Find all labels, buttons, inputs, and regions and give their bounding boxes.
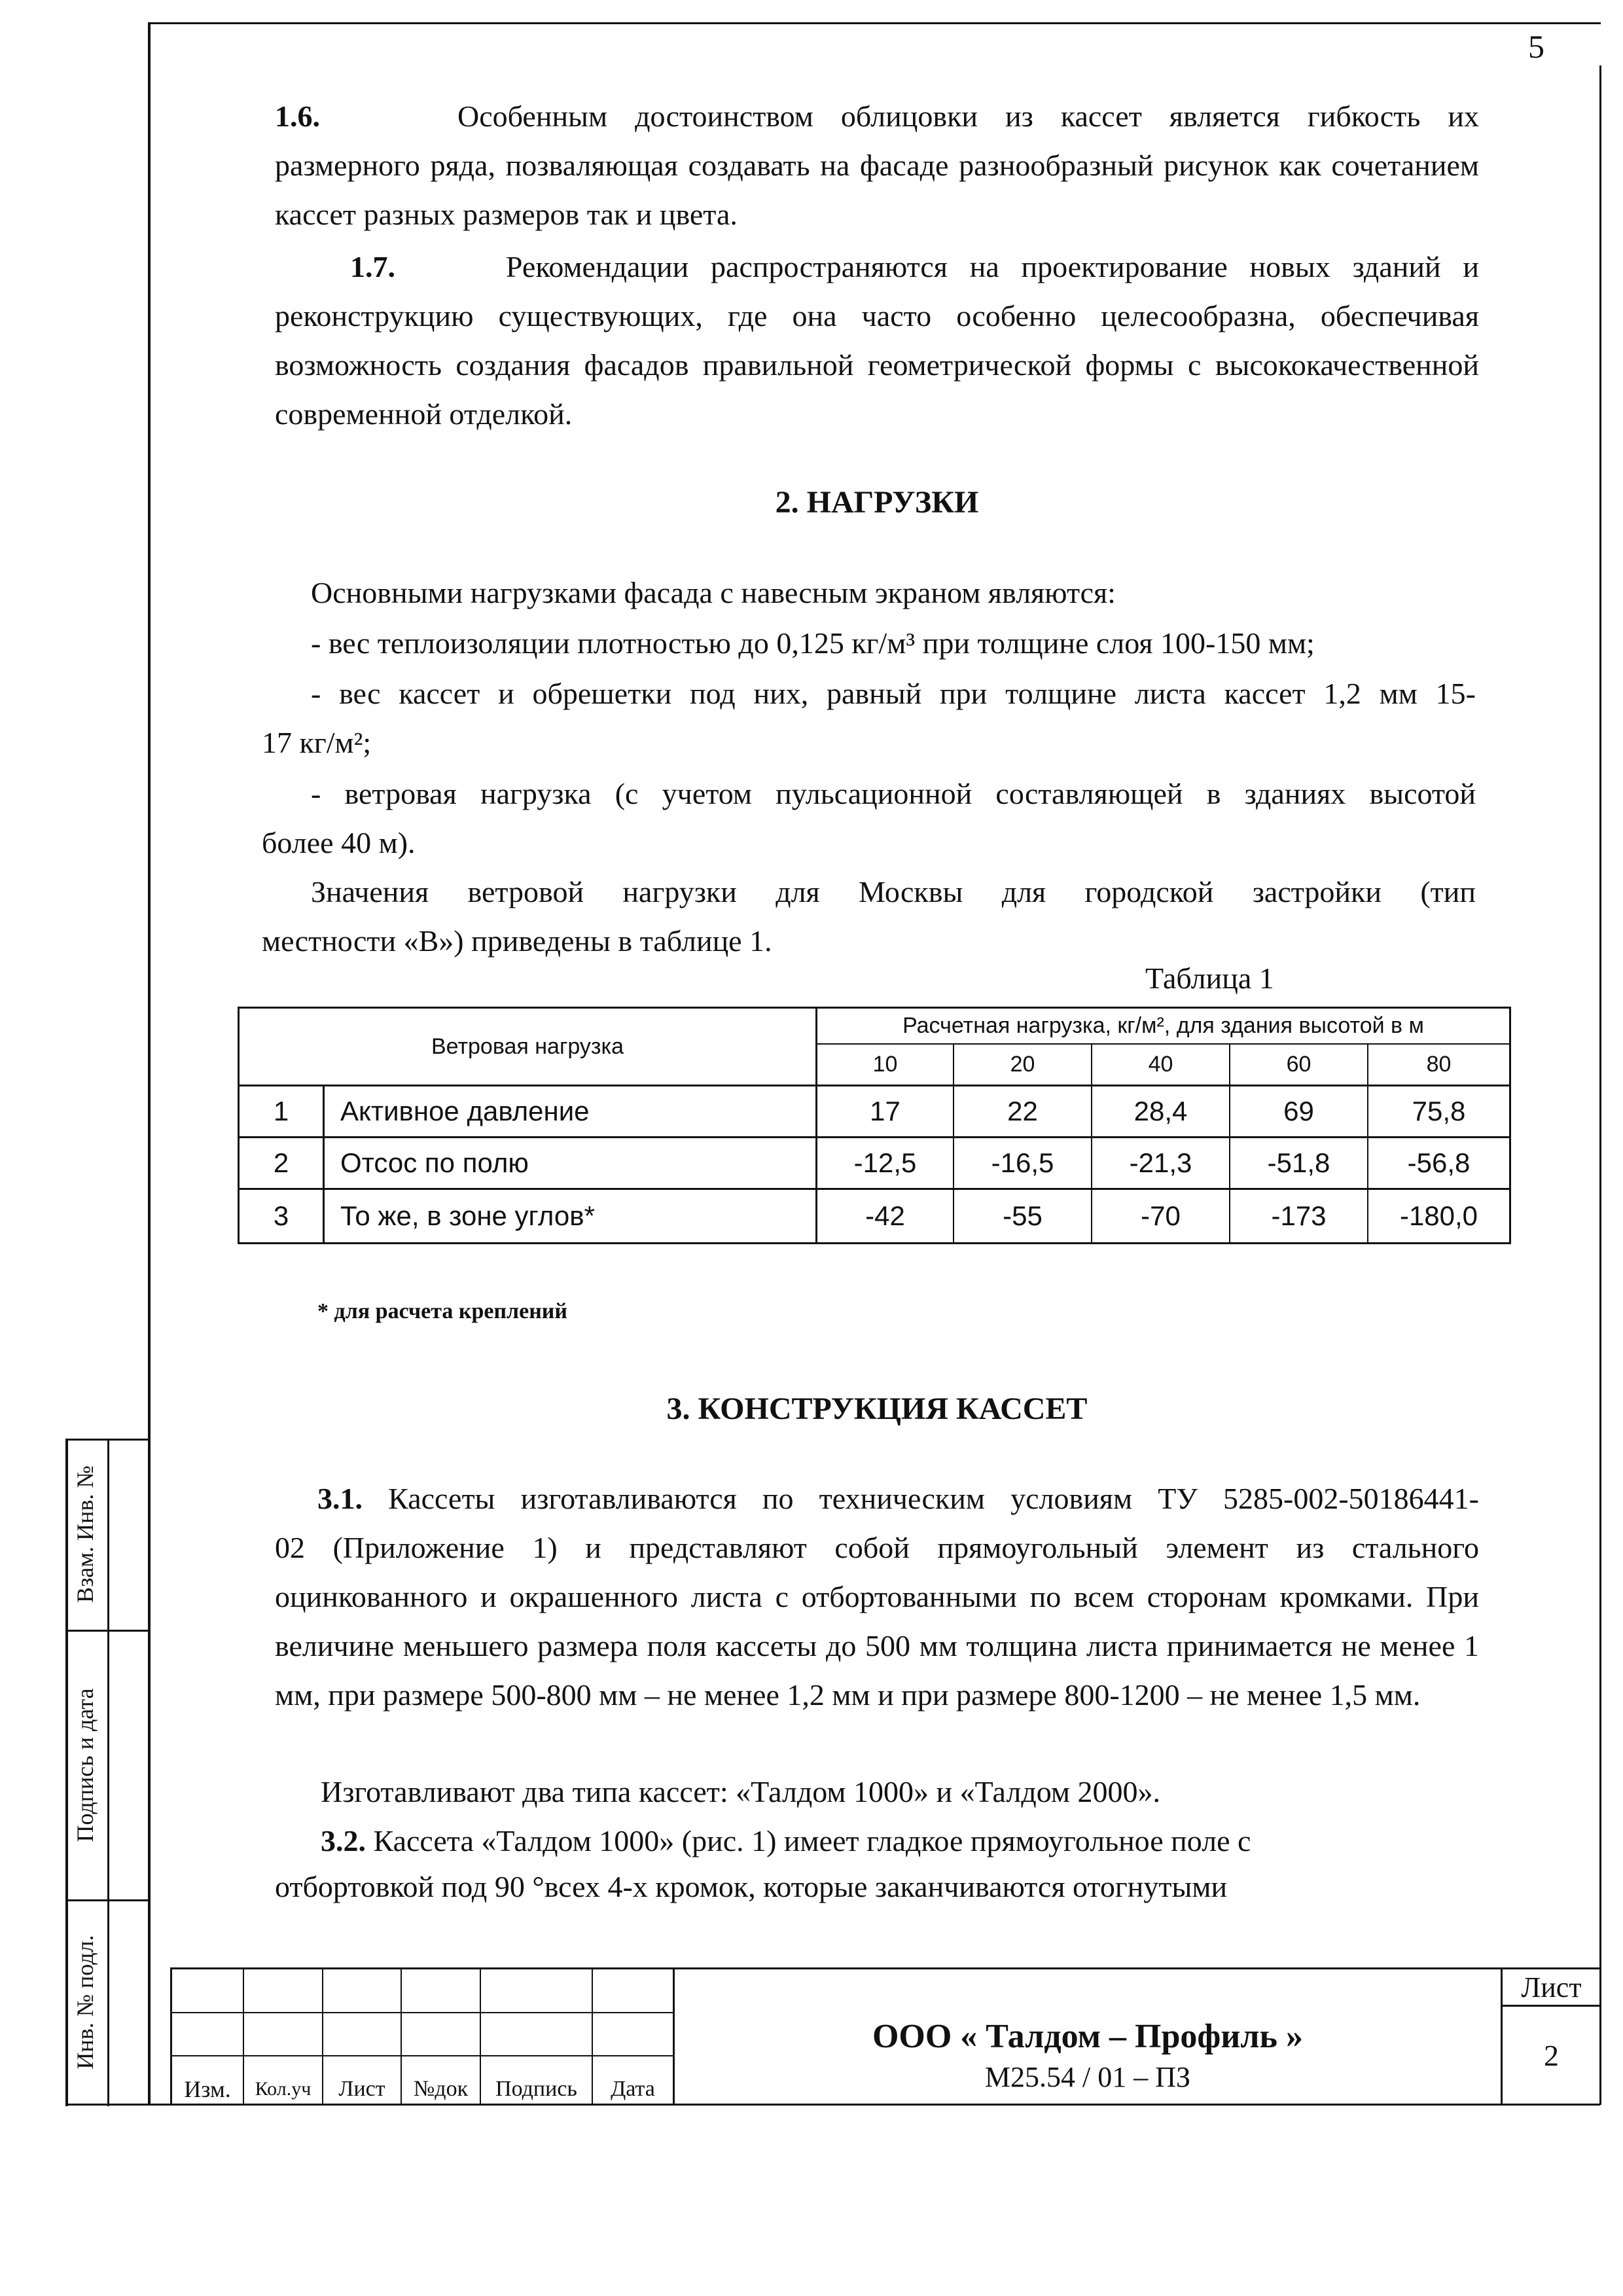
table-header-height: 10 xyxy=(872,1052,898,1077)
table-row-name: То же, в зоне углов* xyxy=(340,1200,595,1231)
page-number: 5 xyxy=(1528,28,1544,65)
title-block-sheet-number: 2 xyxy=(1544,2038,1559,2072)
title-block-col-doc: №док xyxy=(413,2077,469,2101)
title-block-col-change: Изм. xyxy=(184,2076,231,2102)
wind-values-line-1: Значения ветровой нагрузки для Москвы для городской застройки (тип xyxy=(311,875,1476,908)
table-cell: 69 xyxy=(1283,1096,1314,1126)
table-cell: 22 xyxy=(1007,1096,1038,1126)
side-stamp-original-inv: Инв. № подл. xyxy=(72,1935,98,2070)
paragraph-3-1: 3.1. Кассеты изготавливаются по техническим условиям ТУ 5285-002-50186441- xyxy=(317,1482,1479,1515)
table-cell: -51,8 xyxy=(1267,1147,1330,1178)
table-row-number: 2 xyxy=(273,1147,289,1178)
table-cell: 28,4 xyxy=(1133,1096,1188,1126)
section-2-title: 2. НАГРУЗКИ xyxy=(775,485,979,520)
cassette-types-line: Изготавливают два типа кассет: «Талдом 1000» и «Талдом 2000». xyxy=(321,1775,1160,1808)
side-stamp-replacement-inv: Взам. Инв. № xyxy=(72,1465,98,1603)
title-block-sheet-label: Лист xyxy=(1521,1971,1582,2003)
table-cell: -56,8 xyxy=(1407,1147,1471,1178)
title-block-col-date: Дата xyxy=(611,2077,655,2101)
table-cell: -173 xyxy=(1271,1200,1327,1231)
table-cell: -42 xyxy=(865,1200,905,1231)
table-header-height: 60 xyxy=(1286,1052,1311,1077)
loads-item-1: - вес теплоизоляции плотностью до 0,125 кг/м³ при толщине слоя 100-150 мм; xyxy=(311,626,1315,660)
frame-top-border xyxy=(148,22,1601,24)
section-3-title: 3. КОНСТРУКЦИЯ КАССЕТ xyxy=(666,1391,1088,1426)
table-row-name: Отсос по полю xyxy=(340,1147,529,1178)
table-cell: -21,3 xyxy=(1129,1147,1192,1178)
loads-item-2-cont: 17 кг/м²; xyxy=(262,726,372,759)
table-row-number: 1 xyxy=(273,1096,289,1126)
frame-left-border xyxy=(148,22,151,2105)
paragraph-3-2-line-2: отбортовкой под 90 °всех 4-х кромок, которые заканчиваются отогнутыми xyxy=(275,1870,1228,1903)
table-header-height: 20 xyxy=(1010,1052,1035,1077)
table-header-design-load-text: Расчетная нагрузка, кг/м², для здания высотой в м xyxy=(902,1013,1424,1038)
frame-right-border xyxy=(1599,65,1601,2105)
paragraph-1-7-rest: реконструкцию существующих, где она часто особенно целесообразна, обеспечивая возможность создания фасадов правильной геометрической формы с высококачественной современной отделкой. xyxy=(275,299,1479,431)
loads-intro: Основными нагрузками фасада с навесным экраном являются: xyxy=(311,576,1116,609)
table-row-name: Активное давление xyxy=(340,1096,590,1126)
side-stamp-signature-date: Подпись и дата xyxy=(72,1688,98,1842)
title-block-col-signature: Подпись xyxy=(495,2077,577,2101)
table-caption: Таблица 1 xyxy=(1145,961,1274,995)
table-header-design-load xyxy=(817,1009,1509,1043)
paragraph-1-7: 1.7. Рекомендации распространяются на проектирование новых зданий и xyxy=(350,250,1479,283)
table-cell: -180,0 xyxy=(1399,1200,1478,1231)
table-header-height: 40 xyxy=(1148,1052,1173,1077)
paragraph-1-6-rest: размерного ряда, позваляющая создавать на фасаде разнообразный рисунок как сочетанием кассет разных размеров так и цвета. xyxy=(275,149,1479,231)
table-cell: 75,8 xyxy=(1412,1096,1466,1126)
paragraph-3-1-rest: 02 (Приложение 1) и представляют собой прямоугольный элемент из стального оцинкованного и окрашенного листа с отбортованными по всем сторонам кромками. При величине меньшего размера поля кассеты до 500 мм толщина листа принимается не менее 1 мм, при размере 500-800 мм – не менее 1,2 мм и при размере 800-1200 – не менее 1,5 мм. xyxy=(275,1531,1479,1712)
title-block-document-code: М25.54 / 01 – ПЗ xyxy=(984,2061,1191,2093)
title-block-company: ООО « Талдом – Профиль » xyxy=(872,2018,1304,2055)
paragraph-1-6: 1.6. Особенным достоинством облицовки из кассет является гибкость их xyxy=(275,99,1479,133)
table-cell: -16,5 xyxy=(991,1147,1054,1178)
loads-item-2: - вес кассет и обрешетки под них, равный при толщине листа кассет 1,2 мм 15- xyxy=(311,677,1476,710)
table-cell: -12,5 xyxy=(853,1147,917,1178)
title-block-col-sheet: Лист xyxy=(338,2077,385,2101)
loads-item-3-cont: более 40 м). xyxy=(262,826,416,859)
table-row-number: 3 xyxy=(273,1200,289,1231)
wind-values-line-2: местности «В») приведены в таблице 1. xyxy=(262,924,772,958)
paragraph-3-2-line-1: 3.2. Кассета «Талдом 1000» (рис. 1) имеет гладкое прямоугольное поле с xyxy=(321,1824,1251,1857)
table-cell: -55 xyxy=(1003,1200,1043,1231)
title-block-col-count: Кол.уч xyxy=(255,2078,312,2100)
table-footnote: * для расчета креплений xyxy=(317,1299,567,1323)
loads-item-3: - ветровая нагрузка (с учетом пульсационной составляющей в зданиях высотой xyxy=(311,777,1476,810)
table-cell: -70 xyxy=(1141,1200,1181,1231)
table-header-wind-load: Ветровая нагрузка xyxy=(431,1033,624,1059)
table-header-height: 80 xyxy=(1426,1052,1452,1077)
table-cell: 17 xyxy=(870,1096,901,1126)
